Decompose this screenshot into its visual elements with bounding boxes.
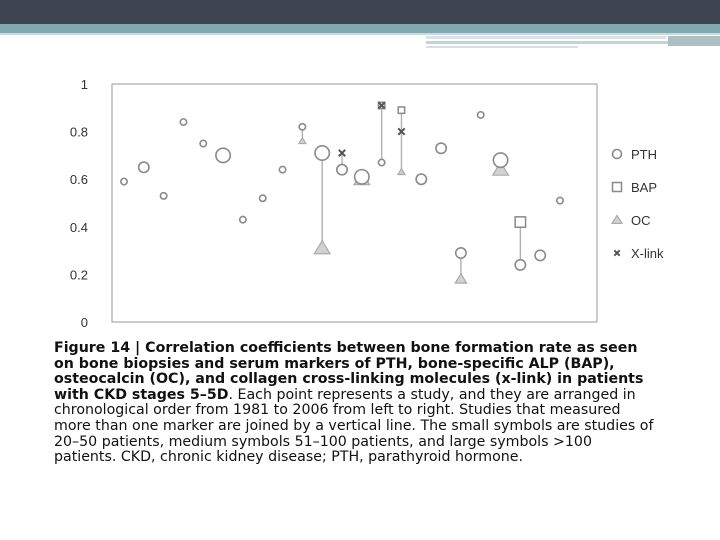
- bap-square-point: [515, 217, 525, 227]
- oc-triangle-point: [612, 215, 622, 223]
- oc-triangle-point: [455, 274, 466, 283]
- slide-accent-stripe: [426, 36, 666, 39]
- pth-circle-point: [478, 112, 484, 118]
- slide-accent-line: [0, 33, 720, 35]
- xlink-x-point: [614, 250, 619, 255]
- oc-triangle-point: [299, 138, 306, 144]
- legend-label: OC: [631, 213, 651, 228]
- pth-circle-point: [216, 148, 230, 162]
- pth-circle-point: [493, 153, 507, 167]
- pth-circle-point: [200, 140, 206, 146]
- pth-circle-point: [557, 197, 563, 203]
- caption-body: . Each point represents a study, and they are arranged in chronological order from 1981 to 2006 from left to right. Studies that measured more than one marker are joined by a vertical line. The small symbols are studies of 20–50 patients, medium symbols 51–100 patients, and large symbols >100 patients. CKD, chronic kidney disease; PTH, parathyroid hormone.: [54, 386, 654, 466]
- pth-circle-point: [355, 170, 369, 184]
- pth-circle-point: [240, 216, 246, 222]
- slide-accent-block: [668, 36, 720, 46]
- bap-square-point: [613, 183, 622, 192]
- figure-caption: [54, 341, 654, 466]
- connector-lines: [302, 105, 520, 279]
- pth-circle-point: [139, 162, 149, 172]
- oc-triangle-point: [314, 241, 330, 254]
- pth-circle-point: [416, 174, 426, 184]
- slide-accent-band: [0, 24, 720, 33]
- data-points: [121, 102, 563, 283]
- pth-circle-point: [315, 146, 329, 160]
- y-tick-label: 0.8: [69, 124, 88, 140]
- pth-circle-point: [436, 143, 446, 153]
- slide-accent-stripe: [426, 46, 578, 48]
- pth-circle-point: [378, 159, 384, 165]
- y-axis: [70, 77, 88, 330]
- caption-title: Figure 14 | Correlation coefficients between bone formation rate as seen on bone biopsies and serum markers of PTH, bone-specific ALP (BAP), osteocalcin (OC), and collagen cross-linking molecules (x-link) in patients with CKD stages 5–5D: [54, 340, 644, 403]
- pth-circle-point: [613, 150, 622, 159]
- legend-label: PTH: [631, 147, 657, 162]
- y-tick-label: 0.4: [69, 219, 88, 235]
- legend-label: X-link: [631, 246, 664, 261]
- pth-circle-point: [299, 124, 305, 130]
- pth-circle-point: [515, 260, 525, 270]
- y-tick-label: 0.2: [69, 267, 88, 283]
- y-tick-label: 1: [80, 77, 88, 92]
- y-tick-label: 0: [80, 315, 88, 330]
- pth-circle-point: [180, 119, 186, 125]
- pth-circle-point: [260, 195, 266, 201]
- oc-triangle-point: [398, 169, 405, 175]
- slide-header-bar: [0, 0, 720, 24]
- bap-square-point: [398, 107, 404, 113]
- pth-circle-point: [337, 164, 347, 174]
- pth-circle-point: [121, 178, 127, 184]
- pth-circle-point: [456, 248, 466, 258]
- pth-circle-point: [160, 193, 166, 199]
- pth-circle-point: [535, 250, 545, 260]
- pth-circle-point: [279, 166, 285, 172]
- legend: [612, 147, 664, 261]
- correlation-chart: [52, 70, 692, 340]
- legend-label: BAP: [631, 180, 658, 195]
- y-tick-label: 0.6: [69, 172, 88, 188]
